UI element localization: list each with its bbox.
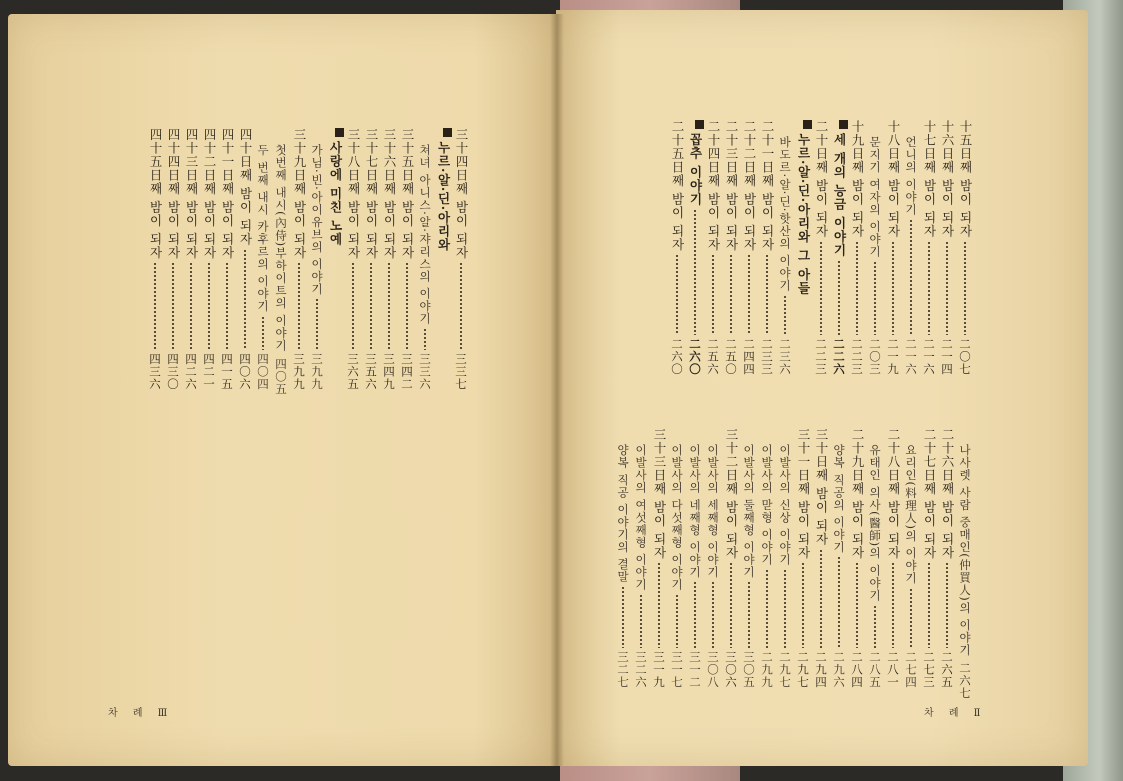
toc-sub-b19 [632,444,650,688]
toc-entry-l16 [182,128,200,390]
toc-leader-dots [938,241,956,335]
book-gutter [550,14,564,766]
toc-title: 누르·알·딘·아리와 [436,141,451,252]
toc-title: 二十八日째 밤이 되자 [886,428,901,560]
toc-page-number: 二五六 [706,337,720,375]
toc-title: 三十一日째 밤이 되자 [796,428,811,560]
toc-leader-dots [722,254,740,334]
toc-page-number: 二一四 [940,337,954,375]
toc-sub-l12 [254,144,272,390]
toc-page-number: 三〇五 [742,650,756,688]
toc-sub-r6 [866,136,884,375]
toc-entry-r2 [938,120,956,375]
toc-page-number: 二九九 [760,650,774,688]
toc-leader-dots [650,562,668,647]
toc-leader-dots [182,262,200,349]
toc-sub-l9 [308,144,326,390]
toc-sub-b4 [902,444,920,688]
toc-page-number: 三四九 [382,352,396,390]
toc-page-number: 二二三 [850,337,864,375]
toc-page-number: 二一六 [904,337,918,375]
toc-leader-dots [866,261,884,335]
toc-title: 나사렛 사람 중매인(仲買人)의 이야기 [958,444,972,657]
toc-title: 四十三日째 밤이 되자 [184,128,199,260]
toc-title: 二十二日째 밤이 되자 [742,120,757,252]
toc-title: 四十二日째 밤이 되자 [202,128,217,260]
toc-title: 二十七日째 밤이 되자 [922,428,937,560]
toc-page-number: 二二三 [814,337,828,375]
toc-page-number: 二九四 [814,650,828,688]
toc-entry-l15 [200,128,218,390]
toc-leader-dots [704,581,722,647]
toc-sub-b15 [704,444,722,688]
toc-title: 유태인 의사(醫師)의 이야기 [868,444,882,602]
toc-page-number: 二〇三 [868,337,882,375]
toc-entry-l17 [164,128,182,390]
toc-title: 쳐녀 아니스·알·쟈리스의 이야기 [418,144,432,326]
toc-page-number: 四〇四 [256,352,270,390]
toc-leader-dots [938,562,956,647]
toc-title: 十六日째 밤이 되자 [940,120,955,238]
section-square-icon [695,120,704,129]
toc-leader-dots [290,262,308,349]
toc-leader-dots [632,594,650,648]
toc-title: 바도르·알·딘·핫산의 이야기 [778,136,792,293]
toc-leader-dots [254,316,272,350]
toc-leader-dots [830,556,848,647]
toc-page-number: 三一九 [652,650,666,688]
toc-section-l8 [326,128,344,390]
toc-leader-dots [380,262,398,349]
toc-entry-l10 [290,128,308,390]
toc-page-number: 二九六 [832,650,846,688]
toc-title: 四十五日째 밤이 되자 [148,128,163,260]
toc-page-number: 三一七 [670,650,684,688]
toc-title: 이발사의 둘째형 이야기 [742,444,756,579]
toc-title: 二十五日째 밤이 되자 [670,120,685,252]
toc-entry-b5 [884,428,902,688]
toc-page-number: 三〇六 [724,650,738,688]
toc-title: 二十三日째 밤이 되자 [724,120,739,252]
toc-leader-dots [758,254,776,334]
toc-leader-dots [902,219,920,335]
toc-leader-dots [722,562,740,647]
toc-page-number: 二〇七 [958,337,972,375]
toc-entry-r9 [812,120,830,375]
toc-page-number: 三六五 [346,352,360,390]
toc-leader-dots [830,260,848,334]
toc-title: 이발사의 네째형 이야기 [688,444,702,579]
toc-title: 四十一日째 밤이 되자 [220,128,235,260]
toc-leader-dots [362,262,380,349]
toc-title: 四十四日째 밤이 되자 [166,128,181,260]
toc-leader-dots [794,562,812,647]
toc-page-number: 四〇五 [274,357,288,396]
toc-entry-r7 [848,120,866,375]
toc-sub-r11 [776,136,794,375]
toc-sub-b13 [740,444,758,688]
toc-page-number: 二六〇 [688,337,702,375]
toc-title: 三十四日째 밤이 되자 [454,128,469,260]
toc-page-number: 四〇六 [238,352,252,390]
toc-page-number: 四三六 [148,352,162,390]
toc-title: 三十二日째 밤이 되자 [724,428,739,560]
toc-leader-dots [416,328,434,349]
toc-leader-dots [164,262,182,349]
toc-page-number: 二一九 [886,337,900,375]
right-page [556,10,1088,766]
toc-page-number: 四二六 [184,352,198,390]
toc-page-number: 二二六 [832,337,846,375]
toc-leader-dots [956,241,974,335]
toc-page-number: 二八一 [886,650,900,688]
toc-title: 二十日째 밤이 되자 [814,120,829,238]
toc-entry-r5 [884,120,902,375]
toc-section-r10 [794,120,812,375]
section-square-icon [335,128,344,137]
toc-title: 두 번째 내시 카후르의 이야기 [256,144,270,313]
toc-leader-dots [902,588,920,648]
toc-entry-l18 [146,128,164,390]
toc-title: 十七日째 밤이 되자 [922,120,937,238]
toc-title: 세 개의 능금 이야기 [832,133,847,258]
toc-page-number: 三三七 [454,352,468,390]
toc-leader-dots [776,569,794,648]
toc-title: 이발사의 맏형 이야기 [760,444,774,566]
toc-entry-r3 [920,120,938,375]
toc-entry-l14 [218,128,236,390]
toc-title: 三十五日째 밤이 되자 [400,128,415,260]
toc-page-number: 二一六 [922,337,936,375]
toc-title: 二十四日째 밤이 되자 [706,120,721,252]
toc-leader-dots [218,262,236,349]
toc-entry-l6 [362,128,380,390]
toc-title: 三十六日째 밤이 되자 [382,128,397,260]
toc-leader-dots [344,262,362,349]
toc-title: 三十九日째 밤이 되자 [292,128,307,260]
toc-page-number: 二六〇 [670,337,684,375]
toc-title: 문지기 여자의 이야기 [868,136,882,258]
toc-leader-dots [146,262,164,349]
toc-entry-b2 [938,428,956,688]
toc-title: 三十三日째 밤이 되자 [652,428,667,560]
toc-title: 十九日째 밤이 되자 [850,120,865,238]
toc-leader-dots [308,298,326,349]
toc-title: 十八日째 밤이 되자 [886,120,901,238]
toc-entry-r14 [722,120,740,375]
toc-title: 가님·빈·아이유브의 이야기 [310,144,324,296]
left-page-footer: 차 례 Ⅲ [108,708,174,719]
toc-page-number: 二三六 [778,337,792,375]
toc-leader-dots [686,581,704,647]
toc-title: 요리인(料理人)의 이야기 [904,444,918,585]
toc-page-number: 二三三 [760,337,774,375]
toc-sub-b1 [956,444,974,700]
toc-leader-dots [236,249,254,350]
toc-title: 四十日째 밤이 되자 [238,128,253,246]
toc-entry-b18 [650,428,668,688]
toc-page-number: 四一五 [220,352,234,390]
toc-entry-b3 [920,428,938,688]
toc-title: 누르·알·딘·아리와 그 아들 [796,133,811,295]
toc-page-number: 三四二 [400,352,414,390]
toc-page-number: 四二一 [202,352,216,390]
toc-title: 二十六日째 밤이 되자 [940,428,955,560]
toc-page-number: 四三〇 [166,352,180,390]
toc-page-number: 三九九 [310,352,324,390]
toc-page-number: 三九九 [292,352,306,390]
toc-leader-dots [848,241,866,335]
toc-leader-dots [452,262,470,349]
toc-leader-dots [812,241,830,335]
toc-page-number: 三三六 [418,352,432,390]
toc-page-number: 二五〇 [724,337,738,375]
toc-entry-b14 [722,428,740,688]
toc-entry-l1 [452,128,470,390]
toc-section-r16 [686,120,704,375]
toc-leader-dots [920,562,938,647]
toc-page-number: 三〇八 [706,650,720,688]
section-square-icon [443,128,452,137]
toc-entry-l5 [380,128,398,390]
toc-entry-l7 [344,128,362,390]
left-page [8,14,556,766]
toc-title: 十五日째 밤이 되자 [958,120,973,238]
toc-title: 언니의 이야기 [904,136,918,216]
section-square-icon [839,120,848,129]
toc-entry-b7 [848,428,866,688]
toc-page-number: 三二七 [616,650,630,688]
toc-leader-dots [740,254,758,334]
toc-page-number: 二六五 [940,650,954,688]
toc-title: 三十日째 밤이 되자 [814,428,829,546]
toc-leader-dots [776,295,794,334]
toc-leader-dots [884,241,902,335]
toc-page-number: 二四四 [742,337,756,375]
toc-entry-b10 [794,428,812,688]
toc-title: 양복 직공 이야기의 결말 [616,444,630,583]
toc-entry-r13 [740,120,758,375]
toc-sub-l11 [272,144,290,396]
toc-page-number: 二八四 [850,650,864,688]
toc-page-number: 二六七 [958,662,972,700]
toc-title: 이발사의 다섯째형 이야기 [670,444,684,591]
toc-sub-b8 [830,444,848,688]
toc-leader-dots [848,562,866,647]
toc-title: 이발사의 신상 이야기 [778,444,792,566]
right-page-footer: 차 례 Ⅱ [924,708,987,719]
toc-leader-dots [812,549,830,648]
toc-title: 사랑에 미친 노예 [328,141,343,247]
toc-title: 二十一日째 밤이 되자 [760,120,775,252]
toc-leader-dots [668,594,686,648]
toc-sub-b6 [866,444,884,688]
toc-section-l2 [434,128,452,390]
section-square-icon [803,120,812,129]
toc-page-number: 二九七 [778,650,792,688]
toc-entry-r1 [956,120,974,375]
toc-leader-dots [614,586,632,648]
toc-leader-dots [398,262,416,349]
toc-section-r8 [830,120,848,375]
toc-sub-b17 [668,444,686,688]
toc-page-number: 二九七 [796,650,810,688]
toc-sub-b11 [776,444,794,688]
toc-page-number: 二七四 [904,650,918,688]
toc-sub-r4 [902,136,920,375]
toc-leader-dots [758,569,776,648]
toc-title: 첫번째 내시(內侍)부하이트의 이야기 [274,144,288,352]
toc-title: 이발사의 여섯째형 이야기 [634,444,648,591]
toc-entry-b9 [812,428,830,688]
toc-leader-dots [200,262,218,349]
toc-page-number: 三二六 [634,650,648,688]
toc-entry-r17 [668,120,686,375]
toc-leader-dots [668,254,686,334]
toc-sub-l3 [416,144,434,390]
toc-sub-b12 [758,444,776,688]
toc-title: 양복 직공의 이야기 [832,444,846,554]
toc-sub-b16 [686,444,704,688]
toc-title: 꼽추 이야기 [688,133,703,206]
toc-title: 三十八日째 밤이 되자 [346,128,361,260]
toc-page-number: 三五六 [364,352,378,390]
toc-leader-dots [884,562,902,647]
toc-page-number: 二七三 [922,650,936,688]
toc-entry-r12 [758,120,776,375]
toc-entry-l4 [398,128,416,390]
toc-sub-b20 [614,444,632,688]
toc-entry-l13 [236,128,254,390]
toc-title: 이발사의 세째형 이야기 [706,444,720,579]
toc-page-number: 二八五 [868,650,882,688]
toc-leader-dots [866,605,884,648]
toc-title: 二十九日째 밤이 되자 [850,428,865,560]
toc-leader-dots [740,581,758,647]
toc-entry-r15 [704,120,722,375]
toc-leader-dots [686,209,704,335]
toc-page-number: 三一二 [688,650,702,688]
toc-leader-dots [920,241,938,335]
toc-title: 三十七日째 밤이 되자 [364,128,379,260]
toc-leader-dots [704,254,722,334]
